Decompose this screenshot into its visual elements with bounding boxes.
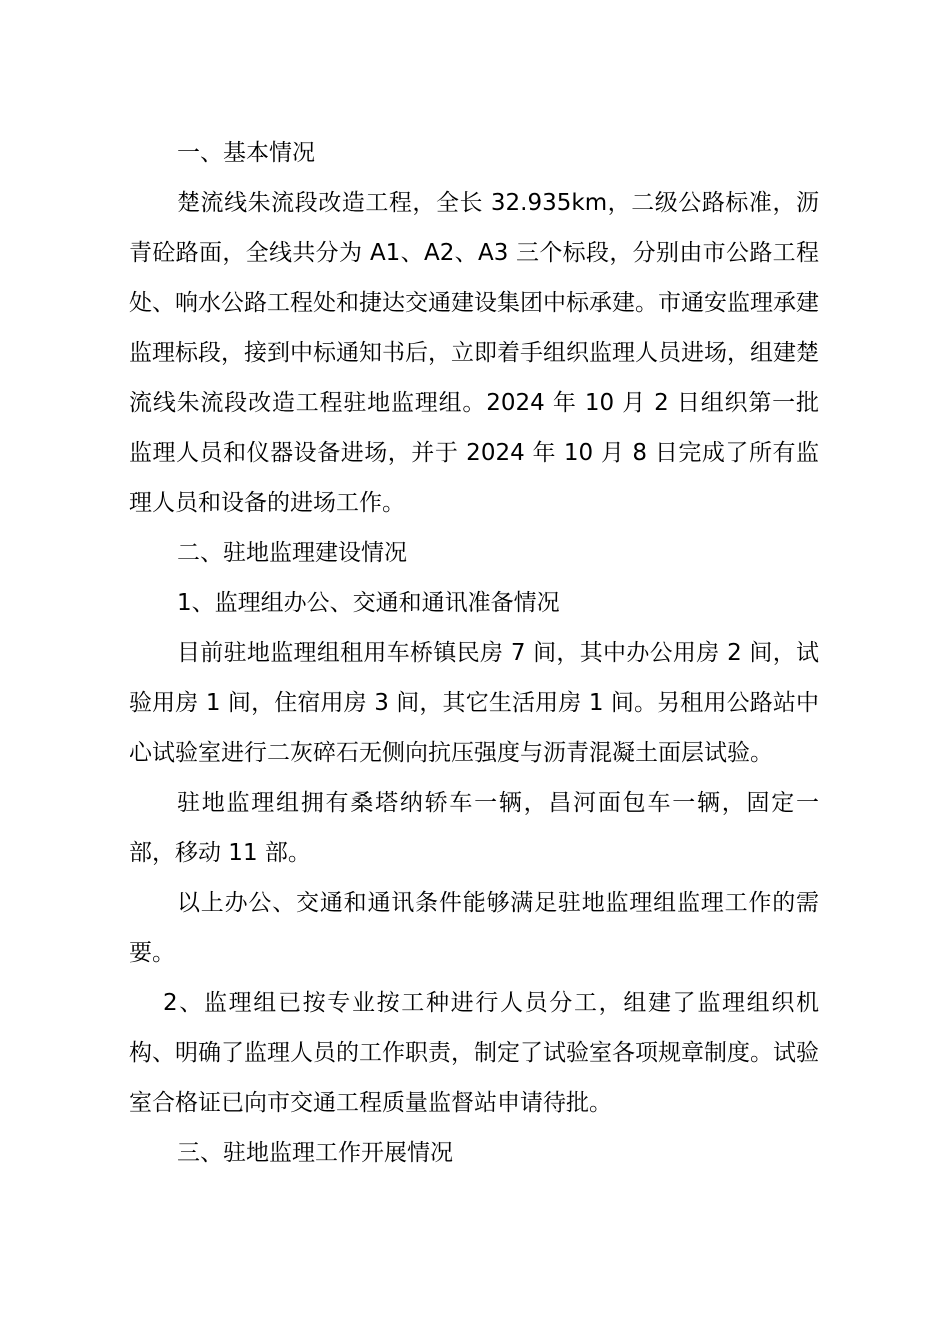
paragraph-vehicles-phones: 驻地监理组拥有桑塔纳轿车一辆，昌河面包车一辆，固定一部，移动 11 部。 (129, 790, 819, 866)
section-heading-work-progress: 三、驻地监理工作开展情况 (177, 1140, 453, 1166)
section-heading-resident-supervision: 二、驻地监理建设情况 (177, 540, 407, 566)
section-heading-basic-info: 一、基本情况 (177, 140, 315, 166)
document-body (129, 128, 819, 1178)
paragraph-staff-organization: 2、监理组已按专业按工种进行人员分工，组建了监理组织机构、明确了监理人员的工作职责，制定了试验室各项规章制度。试验室合格证已向市交通工程质量监督站申请待批。 (129, 990, 819, 1116)
paragraph-project-overview: 楚流线朱流段改造工程，全长 32.935km，二级公路标准，沥青砼路面，全线共分为 A1、A2、A3 三个标段，分别由市公路工程处、响水公路工程处和捷达交通建设集团中标承建。市通安监理承建监理标段，接到中标通知书后，立即着手组织监理人员进场，组建楚流线朱流段改造工程驻地监理组。2024 年 10 月 2 日组织第一批监理人员和仪器设备进场，并于 2024 年 10 月 8 日完成了所有监理人员和设备的进场工作。 (129, 190, 819, 516)
paragraph-conditions-sufficient: 以上办公、交通和通讯条件能够满足驻地监理组监理工作的需要。 (129, 890, 819, 966)
subsection-heading-office-traffic-comm: 1、监理组办公、交通和通讯准备情况 (177, 590, 560, 616)
paragraph-housing: 目前驻地监理组租用车桥镇民房 7 间，其中办公用房 2 间，试验用房 1 间，住宿用房 3 间，其它生活用房 1 间。另租用公路站中心试验室进行二灰碎石无侧向抗压强度与沥青混凝土面层试验。 (129, 640, 819, 766)
